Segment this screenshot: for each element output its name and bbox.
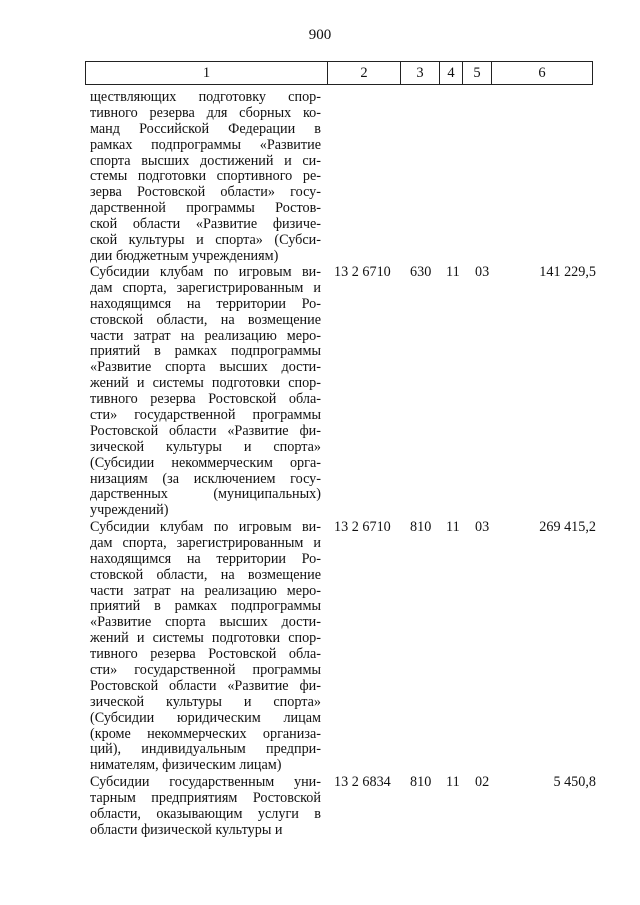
- description-line: зической культуры и спорта»: [90, 693, 321, 710]
- description-line: зерва Ростовской области» госу-: [90, 184, 321, 201]
- description-line: Субсидии клубам по игровым ви-: [90, 264, 321, 280]
- description-line: дам спорта, зарегистрированным и: [90, 279, 321, 296]
- target-article-code: 13 2 6710: [334, 519, 391, 535]
- header-col-4: 4: [440, 62, 463, 85]
- description-line: находящимся на территории Ро-: [90, 295, 321, 312]
- column-header-row: [85, 61, 593, 85]
- description-line: находящимся на территории Ро-: [90, 550, 321, 567]
- description-line: стемы подготовки спортивного ре-: [90, 168, 321, 185]
- description-line: части затрат на реализацию меро-: [90, 582, 321, 599]
- description-line: тивного резерва Ростовской обла-: [90, 646, 321, 663]
- amount: 269 415,2: [539, 519, 596, 535]
- row-description: [90, 265, 321, 519]
- expense-type-code: 810: [410, 519, 432, 535]
- description-line: области физической культуры и: [90, 821, 283, 838]
- description-line: (Субсидии юридическим лицам: [90, 709, 321, 726]
- description-line: дам спорта, зарегистрированным и: [90, 534, 321, 551]
- description-line: дии бюджетным учреждениям): [90, 247, 279, 264]
- description-line: спорта высших достижений и си-: [90, 152, 321, 169]
- description-line: Субсидии государственным уни-: [90, 774, 321, 790]
- header-col-6: 6: [492, 62, 593, 85]
- description-line: рамках подпрограммы «Развитие: [90, 136, 321, 153]
- description-line: приятий в рамках подпрограммы: [90, 343, 321, 360]
- subsection-code: 02: [475, 774, 490, 790]
- description-line: манд Российской Федерации в: [90, 120, 321, 137]
- target-article-code: 13 2 6834: [334, 774, 391, 790]
- section-code: 11: [446, 264, 460, 280]
- description-line: области, оказывающим услуги в: [90, 805, 321, 822]
- section-code: 11: [446, 774, 460, 790]
- row-description: [90, 520, 321, 774]
- description-line: стовской области, на возмещение: [90, 311, 321, 328]
- header-col-1: 1: [86, 62, 328, 85]
- amount: 141 229,5: [539, 264, 596, 280]
- description-line: (Субсидии некоммерческим орга-: [90, 454, 321, 471]
- description-line: сти» государственной программы: [90, 662, 321, 679]
- amount: 5 450,8: [553, 774, 596, 790]
- section-code: 11: [446, 519, 460, 535]
- row-description: [90, 775, 321, 839]
- description-line: части затрат на реализацию меро-: [90, 327, 321, 344]
- subsection-code: 03: [475, 264, 490, 280]
- row-description: [90, 90, 321, 265]
- description-line: тарным предприятиям Ростовской: [90, 789, 321, 806]
- description-line: стовской области, на возмещение: [90, 566, 321, 583]
- description-line: жений и системы подготовки спор-: [90, 375, 321, 392]
- description-line: ской культуры и спорта» (Субси-: [90, 232, 321, 249]
- description-line: учреждений): [90, 502, 169, 519]
- description-line: зической культуры и спорта»: [90, 438, 321, 455]
- target-article-code: 13 2 6710: [334, 264, 391, 280]
- description-line: ской области «Развитие физиче-: [90, 216, 321, 233]
- description-line: дарственных (муниципальных): [90, 486, 321, 503]
- description-line: «Развитие спорта высших дости-: [90, 614, 321, 631]
- description-line: (кроме некоммерческих организа-: [90, 725, 321, 742]
- page-number: 900: [308, 27, 332, 43]
- description-line: дарственной программы Ростов-: [90, 200, 321, 217]
- description-line: нимателям, физическим лицам): [90, 757, 282, 774]
- subsection-code: 03: [475, 519, 490, 535]
- description-line: тивного резерва для сборных ко-: [90, 104, 321, 121]
- header-col-5: 5: [463, 62, 492, 85]
- expense-type-code: 810: [410, 774, 432, 790]
- header-col-3: 3: [401, 62, 440, 85]
- description-line: Ростовской области «Развитие фи-: [90, 422, 321, 439]
- expense-type-code: 630: [410, 264, 432, 280]
- header-col-2: 2: [328, 62, 401, 85]
- description-line: Ростовской области «Развитие фи-: [90, 677, 321, 694]
- description-line: тивного резерва Ростовской обла-: [90, 391, 321, 408]
- description-line: сти» государственной программы: [90, 407, 321, 424]
- description-line: низациям (за исключением госу-: [90, 470, 321, 487]
- description-line: «Развитие спорта высших дости-: [90, 359, 321, 376]
- description-line: ций), индивидуальным предпри-: [90, 741, 321, 758]
- description-line: ществляющих подготовку спор-: [90, 89, 321, 105]
- description-line: жений и системы подготовки спор-: [90, 630, 321, 647]
- description-line: Субсидии клубам по игровым ви-: [90, 519, 321, 535]
- description-line: приятий в рамках подпрограммы: [90, 598, 321, 615]
